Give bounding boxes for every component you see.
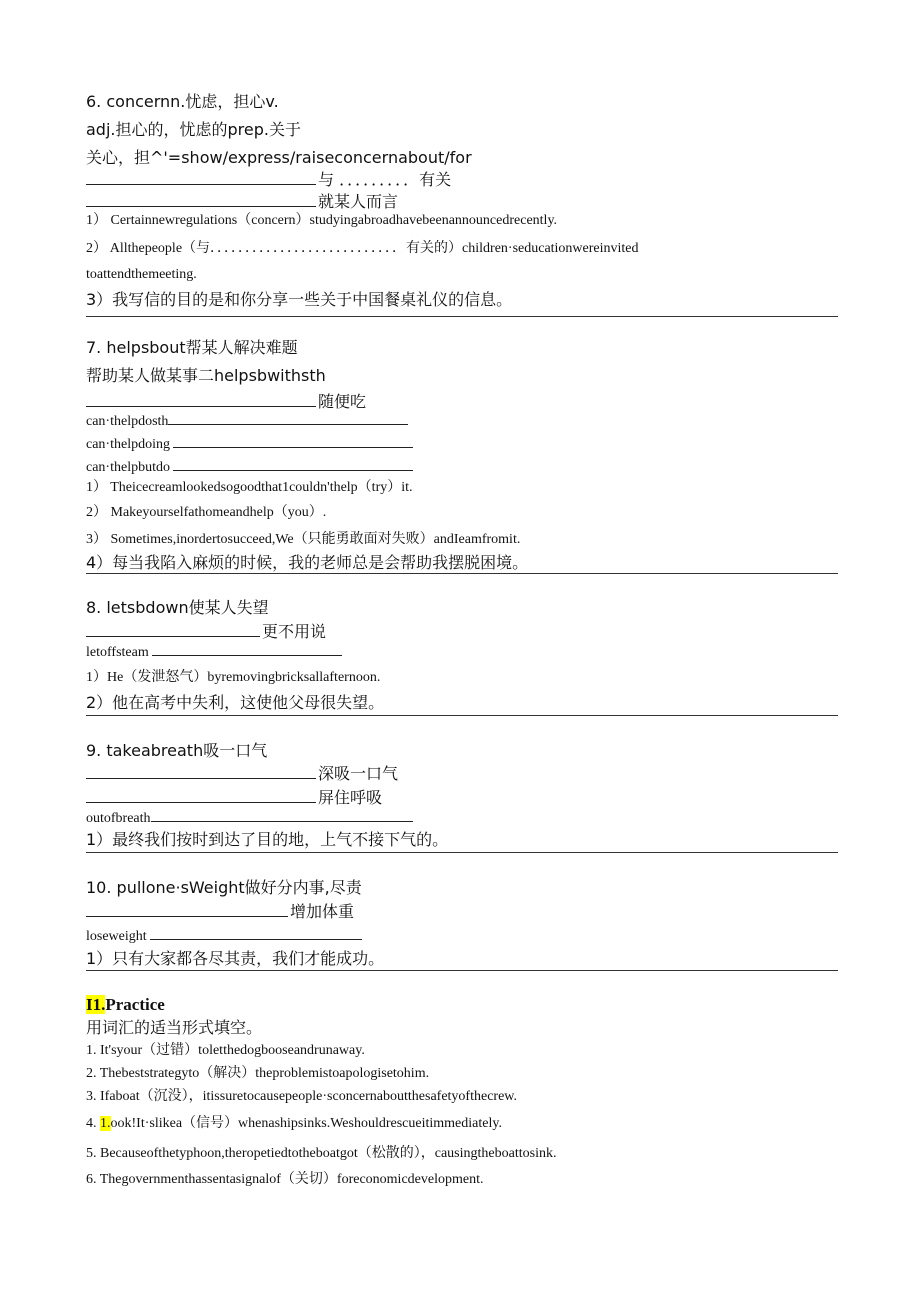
practice-item-3: 3. Ifaboat（沉没），itissuretocausepeople·sconcernaboutthesafetyofthecrew. [86,1089,517,1104]
practice-item-4 [86,1116,502,1133]
section-divider [86,852,838,853]
answer-blank[interactable] [86,777,316,779]
s7-question-1: 1） Theicecreamlookedsogoodthat1couldn'thelp（try）it. [86,480,413,495]
s9-heading: 9. takeabreath吸一口气 [86,741,268,760]
s8-question-2: 2）他在高考中失利，这使他父母很失望。 [86,693,385,712]
s9-line-4-text: outofbreath [86,811,151,826]
s9-line-3 [86,788,382,807]
s7-line-3-text: 随便吃 [318,392,367,411]
answer-blank[interactable] [152,654,342,656]
s8-heading: 8. letsbdown使某人失望 [86,598,269,617]
section-divider [86,715,838,716]
s9-line-2-text: 深吸一口气 [318,764,399,783]
answer-blank[interactable] [173,446,413,448]
s9-line-2 [86,764,398,783]
practice-instruction: 用词汇的适当形式填空。 [86,1018,263,1037]
answer-blank[interactable] [86,205,316,207]
practice-item-4-highlight: 1. [100,1116,111,1131]
answer-blank[interactable] [150,938,362,940]
s9-line-3-text: 屏住呼吸 [318,788,383,807]
s10-line-3-text: loseweight [86,929,147,944]
s7-question-2: 2） Makeyourselfathomeandhelp（you）. [86,505,327,520]
s7-line-3 [86,392,366,411]
s6-line-2: adj.担心的，忧虑的prep.关于 [86,120,301,139]
s7-line-6 [86,460,415,477]
practice-item-4-text: ook!It·slikea（信号）whenashipsinks.Weshouldrescueitimmediately. [110,1116,502,1131]
answer-blank[interactable] [173,469,413,471]
s7-question-3: 3） Sometimes,inordertosucceed,We（只能勇敢面对失败）andIeamfromit. [86,532,521,547]
s6-question-2b: toattendthemeeting. [86,267,197,282]
s8-line-2-text: 更不用说 [262,622,327,641]
s9-question-1: 1）最终我们按时到达了目的地，上气不接下气的。 [86,830,449,849]
s6-line-4-text: 与 ．．．．．．．．．有关 [318,170,452,189]
answer-blank[interactable] [86,183,316,185]
practice-title-text: Practice [105,995,165,1014]
practice-title [86,995,165,1015]
section-divider [86,970,838,971]
s10-line-2-text: 增加体重 [290,902,355,921]
s6-line-4 [86,170,451,189]
answer-blank[interactable] [86,915,288,917]
s8-line-3 [86,645,344,662]
s7-line-5 [86,437,415,454]
section-divider [86,573,838,574]
answer-blank[interactable] [168,423,408,425]
s7-question-4: 4）每当我陷入麻烦的时候，我的老师总是会帮助我摆脱困境。 [86,553,529,572]
s7-line-2: 帮助某人做某事二helpsbwithsth [86,366,326,385]
s6-line-5 [86,192,398,211]
s10-line-2 [86,902,354,921]
s9-line-4 [86,811,415,828]
answer-blank[interactable] [86,405,316,407]
s8-line-3-text: letoffsteam [86,645,149,660]
s6-question-2a: 2） Allthepeople（与．．．．．．．．．．．．．．．．．．．．．．．．．．．有关的）children·seducationwereinvited [86,241,639,256]
s7-line-5-text: can·thelpdoing [86,437,170,452]
s10-heading: 10. pullone·sWeight做好分内事,尽责 [86,878,362,897]
s7-heading: 7. helpsbout帮某人解决难题 [86,338,298,357]
section-divider [86,316,838,317]
s6-heading: 6. concernn.忧虑，担心v. [86,92,279,111]
answer-blank[interactable] [86,801,316,803]
practice-item-4-number: 4. [86,1116,100,1131]
practice-item-5: 5. Becauseofthetyphoon,theropetiedtotheboatgot（松散的），causingtheboattosink. [86,1146,557,1161]
answer-blank[interactable] [151,820,413,822]
practice-item-1: 1. It'syour（过错）toletthedogbooseandrunaway. [86,1043,365,1058]
answer-blank[interactable] [86,635,260,637]
s7-line-6-text: can·thelpbutdo [86,460,170,475]
practice-item-2: 2. Thebeststrategyto（解决）theproblemistoapologisetohim. [86,1066,430,1081]
s8-line-2 [86,622,326,641]
s7-line-4 [86,414,410,431]
s6-line-3: 关心，担^'=show/express/raiseconcernabout/for [86,148,472,167]
s7-line-4-text: can·thelpdosth [86,414,169,429]
s6-line-5-text: 就某人而言 [318,192,399,211]
s6-question-3: 3）我写信的目的是和你分享一些关于中国餐桌礼仪的信息。 [86,290,513,309]
s10-question-1: 1）只有大家都各尽其责，我们才能成功。 [86,949,385,968]
s6-question-1: 1） Certainnewregulations（concern）studyingabroadhavebeenannouncedrecently. [86,213,558,228]
s10-line-3 [86,929,364,946]
practice-title-highlight: I1. [86,995,106,1014]
s8-question-1: 1）He（发泄怒气）byremovingbricksallafternoon. [86,670,381,685]
practice-item-6: 6. Thegovernmenthassentasignalof（关切）foreconomicdevelopment. [86,1172,484,1187]
